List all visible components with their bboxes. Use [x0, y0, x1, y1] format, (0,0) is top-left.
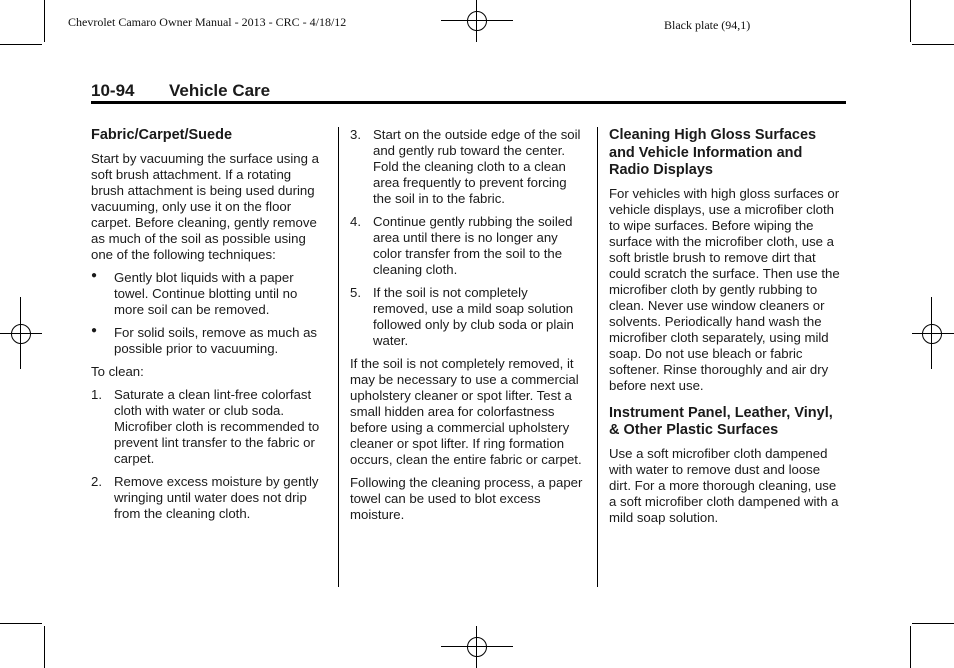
heading-instrument-panel: Instrument Panel, Leather, Vinyl, & Other Plastic Surfaces — [609, 404, 833, 438]
step-text: Saturate a clean lint-free colorfast cloth with water or club soda. Microfiber cloth is recommended to prevent lint transfer to the fabric or carpet. — [114, 386, 320, 466]
step-text: Continue gently rubbing the soiled area until there is no longer any color transfer from the soil to the cleaning cloth. — [373, 214, 573, 277]
section-title — [91, 81, 270, 101]
step-item — [350, 127, 586, 207]
paragraph: Use a soft microfiber cloth dampened with water to remove dust and loose dirt. For a more thorough cleaning, use a soft microfiber cloth dampened with a mild soap solution. — [609, 445, 839, 525]
step-item — [91, 474, 326, 522]
bullet-text: For solid soils, remove as much as possible prior to vacuuming. — [114, 324, 318, 356]
step-text: If the soil is not completely removed, use a mild soap solution followed only by club soda or plain water. — [373, 285, 574, 348]
step-number: 2. — [91, 473, 102, 489]
bullet-icon: ● — [91, 269, 98, 281]
manual-header: Chevrolet Camaro Owner Manual - 2013 - CRC - 4/18/12 — [68, 15, 347, 29]
section-name: Vehicle Care — [169, 81, 271, 100]
heading-fabric: Fabric/Carpet/Suede — [91, 127, 233, 143]
paragraph: If the soil is not completely removed, it may be necessary to use a commercial upholstery cleaner or spot lifter. Test a small hidden area for colorfastness before using a commercial upholstery cleaner or spot lifter. If ring formation occurs, clean the entire fabric or carpet. — [350, 356, 582, 467]
bullet-item — [91, 325, 326, 357]
step-text: Start on the outside edge of the soil and gently rub toward the center. Fold the cleaning cloth to a clean area frequently to prevent forcing the soil in to the fabric. — [373, 127, 581, 206]
column-3 — [609, 127, 845, 533]
step-number: 3. — [350, 127, 361, 142]
paragraph: Start by vacuuming the surface using a soft brush attachment. If a rotating brush attachment is being used during vacuuming, only use it on the floor carpet. Before cleaning, gently remove as much of the soil as possible using one of the following techniques: — [91, 150, 319, 262]
bullet-text: Gently blot liquids with a paper towel. Continue blotting until no more soil can be removed. — [114, 269, 298, 317]
step-text: Remove excess moisture by gently wringing until water does not drip from the cleaning cloth. — [114, 473, 319, 521]
step-item — [91, 387, 326, 467]
paragraph: Following the cleaning process, a paper towel can be used to blot excess moisture. — [350, 475, 583, 522]
bullet-item — [91, 270, 326, 318]
title-rule — [91, 101, 846, 104]
step-number: 1. — [91, 386, 102, 402]
column-divider — [597, 127, 598, 587]
column-1 — [91, 127, 326, 529]
column-divider — [338, 127, 339, 587]
bullet-icon: ● — [91, 324, 98, 336]
paragraph: For vehicles with high gloss surfaces or vehicle displays, use a microfiber cloth to wipe surfaces. Before wiping the surface with the microfiber cloth, use a soft bristle brush to remove dirt that could scratch the surface. Then use the microfiber cloth by gently rubbing to clean. Never use window cleaners or solvents. Periodically hand wash the microfiber cloth separately, using mild soap. Do not use bleach or fabric softener. Rinse thoroughly and air dry before next use. — [609, 185, 840, 393]
step-number: 5. — [350, 285, 361, 300]
plate-label: Black plate (94,1) — [664, 18, 751, 32]
step-item — [350, 214, 586, 278]
column-2 — [350, 127, 586, 530]
step-item — [350, 285, 586, 349]
heading-high-gloss: Cleaning High Gloss Surfaces and Vehicle Information and Radio Displays — [609, 127, 817, 178]
paragraph: To clean: — [91, 363, 144, 379]
step-number: 4. — [350, 214, 361, 229]
page-number: 10-94 — [91, 81, 135, 100]
